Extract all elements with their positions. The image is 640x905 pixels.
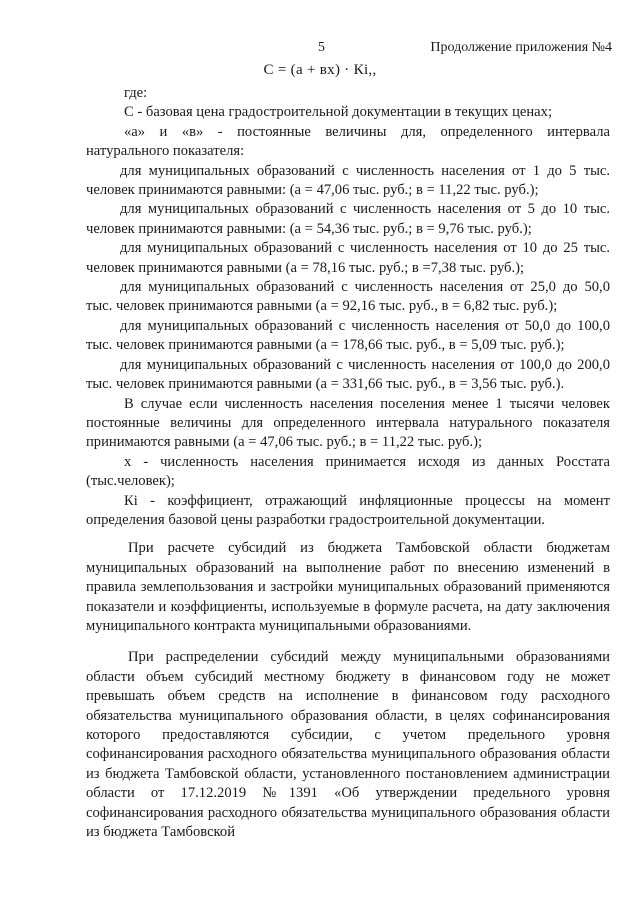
appendix-label: Продолжение приложения №4: [430, 40, 612, 55]
document-body: [86, 84, 610, 842]
interval-50-100: для муниципальных образований с численность населения от 50,0 до 100,0 тыс. человек принимаются равными (а = 178,66 тыс. руб., в = 5,09 тыс. руб.);: [86, 317, 610, 354]
page-number: 5: [318, 40, 325, 55]
distribution-paragraph: При распределении субсидий между муниципальными образованиями области объем субсидий местному бюджету в финансовом году не может превышать объем средств на исполнение в финансовом году расходного обязательства муниципального образования области, в целях софинансирования которого предоставляются субсидии, с учетом предельного уровня софинансирования расходного обязательства муниципального образования области из бюджета Тамбовской области, установленного постановлением администрации области от 17.12.2019 №1391 «Об утверждении предельного уровня софинансирования расходного обязательства муниципального образования области из бюджета Тамбовской: [86, 649, 610, 841]
definition-a-b: «а» и «в» - постоянные величины для, определенного интервала натурального показателя:: [86, 123, 610, 160]
interval-10-25: для муниципальных образований с численность населения от 10 до 25 тыс. человек принимаются равными (а = 78,16 тыс. руб.; в =7,38 тыс. руб.);: [86, 240, 610, 276]
interval-5-10: для муниципальных образований с численность населения от 5 до 10 тыс. человек принимаются равными: (а = 54,36 тыс. руб.; в = 9,76 тыс. руб.);: [86, 201, 610, 237]
where-label: где:: [124, 85, 148, 101]
small-settlement-paragraph: В случае если численность населения поселения менее 1 тысячи человек постоянные величины для определенного интервала натурального показателя принимаются равными (а = 47,06 тыс. руб.; в = 11,22 тыс. руб.);: [86, 395, 610, 451]
base-price-formula: С = (а + вх) · Кi,,: [263, 62, 377, 78]
definition-c: С - базовая цена градостроительной документации в текущих ценах;: [124, 104, 553, 121]
ki-definition: Кi - коэффициент, отражающий инфляционные процессы на момент определения базовой цены разработки градостроительной документации.: [86, 492, 610, 528]
interval-25-50: для муниципальных образований с численность населения от 25,0 до 50,0 тыс. человек принимаются равными (а = 92,16 тыс. руб., в = 6,82 тыс. руб.);: [86, 279, 610, 315]
interval-1-5: для муниципальных образований с численность населения от 1 до 5 тыс. человек принимаются равными: (а = 47,06 тыс. руб.; в = 11,22 тыс. руб.);: [86, 162, 610, 199]
x-definition: х - численность населения принимается исходя из данных Росстата (тыс.человек);: [86, 453, 610, 490]
calculation-paragraph: При расчете субсидий из бюджета Тамбовской области бюджетам муниципальных образований на выполнение работ по внесению изменений в правила землепользования и застройки муниципальных образований применяются показатели и коэффициенты, используемые в формуле расчета, на дату заключения муниципального контракта муниципальными образованиями.: [86, 540, 610, 634]
interval-100-200: для муниципальных образований с численность населения от 100,0 до 200,0 тыс. человек принимаются равными (а = 331,66 тыс. руб., в = 3,56 тыс. руб.).: [86, 356, 610, 393]
